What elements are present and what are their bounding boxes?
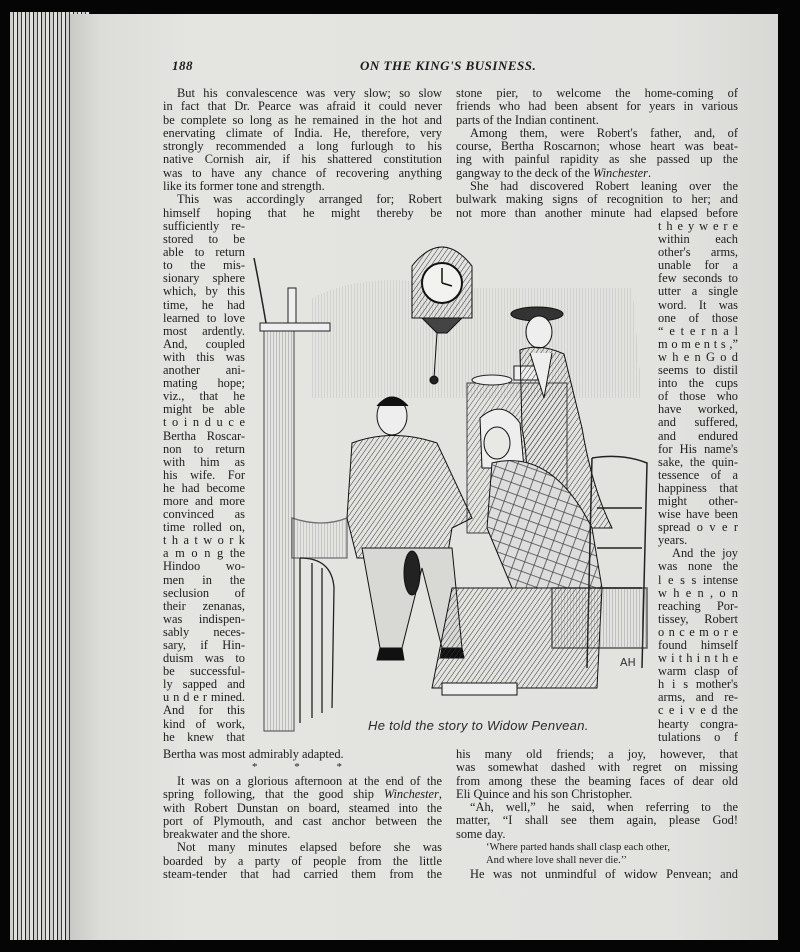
text-line: within each [658,232,738,247]
text-line: seems to distil [658,363,738,378]
text-line: stored to be [163,232,245,247]
text-line: his wife. For [163,467,245,482]
text-line: be successful- [163,664,245,679]
text-line: And for this [163,703,245,718]
text-line: ly sapped and [163,677,245,692]
text-line: mating hope; [163,376,245,391]
text-line: w h e n , o n [658,585,738,600]
text-line: sably neces- [163,624,245,639]
right-column-bottom [456,748,738,881]
text-line: spring following, that the good ship Winchester, [163,787,442,802]
text-line: ing with painful rapidity as she passed up the [456,152,738,167]
text-line: matter, “I shall see them again, please God! [456,813,738,828]
text-line: tessence of a [658,467,738,482]
text-line: found himself [658,638,738,652]
right-column-top [456,87,738,220]
text-line: and suffered, [658,415,738,430]
text-line: enervating climate of India. He, therefore, very [163,125,442,140]
text-line: was to have any chance of recovering anything [163,165,442,180]
text-line: breakwater and the shore. [163,827,291,842]
text-line: was somewhat dashed with regret on missing [456,760,738,775]
text-line: reaching Por- [658,598,738,613]
text-line: he knew that [163,729,245,744]
text-line: strongly recommended a long furlough to his [163,139,442,154]
text-line: some day. [456,826,506,841]
text-line: not more than another minute had elapsed before [456,205,738,220]
text-line: was none the [658,559,738,574]
text-line: men in the [163,572,245,587]
illustration [252,228,652,738]
text-line: non to return [163,441,245,456]
text-line: duism was to [163,651,245,666]
text-line: ‘Where parted hands shall clasp each other, [486,842,670,854]
text-line: with this was [163,349,245,364]
text-line: himself hoping that he might thereby be [163,205,442,220]
text-line: more and more [163,493,245,508]
text-line: happiness that [658,480,738,495]
artist-signature: AH [620,656,636,669]
text-line: o n c e m o r e [658,624,738,639]
text-line: h i s mother's [658,677,738,692]
text-line: into the cups [658,376,738,391]
text-line: Hindoo wo- [163,559,245,574]
text-line: friends who had been absent for years in various [456,99,738,114]
text-line: tulations o f [658,729,738,744]
text-line: from among these the beaming faces of dear old [456,773,738,788]
text-line: to the mis- [163,258,245,273]
text-line: She had discovered Robert leaning over the [470,179,738,194]
text-line: native Cornish air, if his shattered constitution [163,152,442,167]
left-column-top [163,87,442,220]
text-line: warm clasp of [658,664,738,679]
text-line: able to return [163,245,245,260]
text-line: a m o n g the [163,546,245,561]
text-line: years. [658,533,688,548]
text-line: stone pier, to welcome the home-coming of [456,86,738,100]
text-line: was indispen- [163,611,245,626]
text-line: And, coupled [163,336,245,351]
text-line: It was on a glorious afternoon at the end of the [177,774,442,788]
text-line: he had become [163,480,245,495]
text-line: another ani- [163,363,245,378]
text-line: He was not unmindful of widow Penvean; and [470,866,738,881]
text-line: unable for a [658,258,738,273]
text-line: steam-tender that had carried them from the [163,867,442,882]
text-line: kind of work, [163,716,245,731]
text-line: with Robert Dunstan on board, steamed into the [163,800,442,815]
text-line: utter a single [658,284,738,299]
mantelpiece [254,258,330,731]
text-line: course, Bertha Roscarnon; whose heart was beat- [456,139,738,154]
text-line: word. It was [658,297,738,312]
illustration-caption: He told the story to Widow Penvean. [368,718,589,733]
text-line: gangway to the deck of the Winchester. [456,165,652,180]
text-line: parts of the Indian continent. [456,112,599,127]
text-line: Among them, were Robert's father, and, of [470,125,738,140]
text-line: And the joy [672,546,738,561]
text-line: convinced as [163,507,245,522]
text-line: learned to love [163,310,245,325]
text-line: This was accordingly arranged for; Robert [177,192,442,207]
page-number: 188 [172,58,193,73]
text-line: which, by this [163,284,245,299]
text-line: time rolled on, [163,520,245,535]
text-line: have worked, [658,402,738,417]
left-column-bottom [163,775,442,881]
text-line: But his convalescence was very slow; so slow [177,86,442,100]
text-line: like its former tone and strength. [163,179,325,194]
text-line: tissey, Robert [658,611,738,626]
text-line: u n d e r mined. [163,690,245,705]
text-line: of those who [658,389,738,404]
text-line: in fact that Dr. Pearce was afraid it could never [163,99,442,114]
left-column-tail [163,748,442,761]
text-line: time, he had [163,297,245,312]
left-column-narrow [163,220,245,744]
text-line: bulwark making signs of recognition to her; and [456,192,738,207]
text-line: his many old friends; a joy, however, that [456,747,738,761]
text-line: l e s s intense [658,572,738,587]
text-line: one of those [658,310,738,325]
text-line: hearty congra- [658,716,738,731]
text-line: and endured [658,428,738,443]
text-line: arms, and re- [658,690,738,705]
text-line: wise have been [658,507,738,522]
text-line: sake, the quin- [658,454,738,469]
text-line: with him as [163,454,245,469]
text-line: might other- [658,493,738,508]
running-title: ON THE KING'S BUSINESS. [360,58,537,73]
text-line: sionary sphere [163,271,245,286]
text-line: Bertha was most admirably adapted. [163,747,344,761]
text-line: be complete so long as he remained in the hot and [163,112,442,127]
text-line: spread o v e r [658,520,738,535]
text-line: for His name's [658,441,738,456]
text-line: few seconds to [658,271,738,286]
text-line: t o i n d u c e [163,415,245,430]
text-line: their zenanas, [163,598,245,613]
text-line: “Ah, well,” he said, when referring to the [470,800,738,815]
text-line: sary, if Hin- [163,638,245,652]
text-line: Bertha Roscar- [163,428,245,443]
text-line: Not many minutes elapsed before she was [177,840,442,855]
text-line: most ardently. [163,323,245,338]
text-line: And where love shall never die.’’ [486,855,627,867]
text-line: “ e t e r n a l [658,323,738,338]
text-line: t h a t w o r k [163,533,245,548]
text-line: viz., that he [163,389,245,404]
section-break: * * * [252,761,342,773]
text-line: w i t h i n t h e [658,651,738,666]
text-line: other's arms, [658,245,738,260]
text-line: port of Plymouth, and cast anchor between the [163,813,442,828]
text-line: boarded by a party of people from the little [163,853,442,868]
text-line: Eli Quince and his son Christopher. [456,786,633,801]
text-line: m o m e n t s ,” [658,336,738,351]
text-line: sufficiently re- [163,219,245,233]
text-line: t h e y w e r e [658,219,738,233]
right-column-narrow [658,220,738,744]
text-line: w h e n G o d [658,349,738,364]
text-line: might be able [163,402,245,417]
text-line: seclusion of [163,585,245,600]
text-line: c e i v e d the [658,703,738,718]
left-chair-rail [292,518,347,723]
